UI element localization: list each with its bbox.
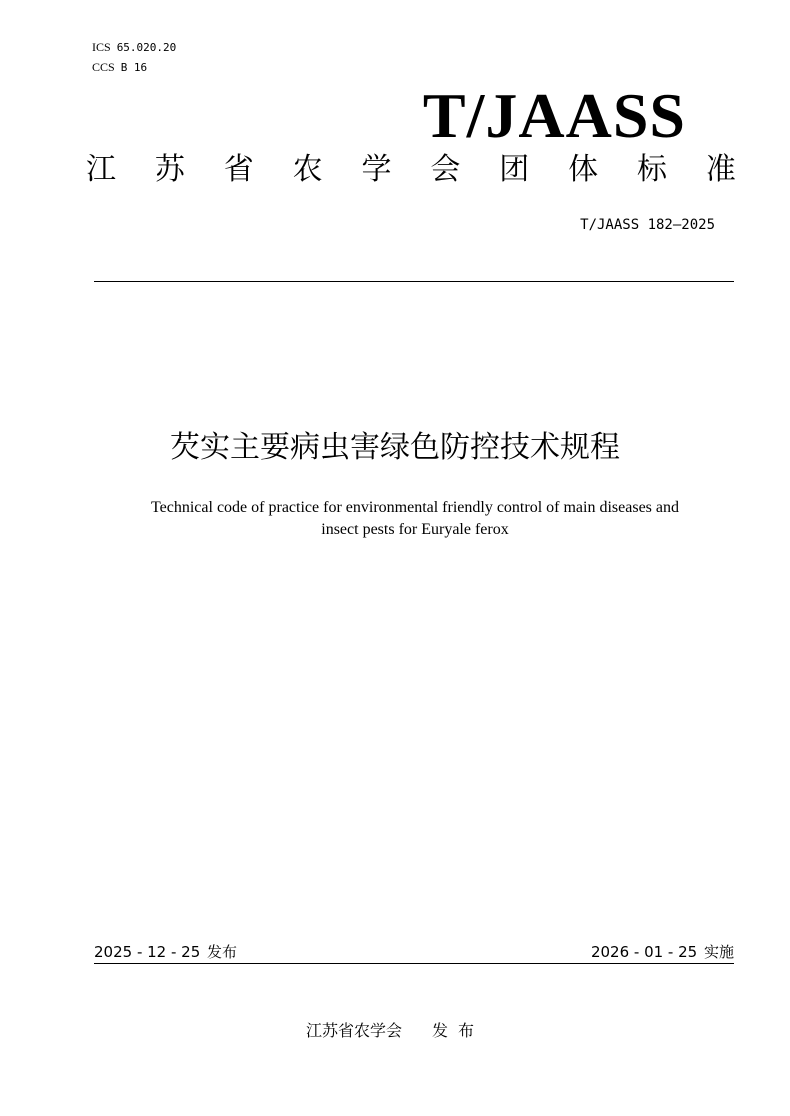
issuer-type-char: 团 bbox=[499, 152, 530, 187]
standard-logo: T/JAASS bbox=[422, 80, 686, 151]
issuer-type-char: 体 bbox=[568, 152, 599, 187]
document-title-chinese: 芡实主要病虫害绿色防控技术规程 bbox=[170, 430, 620, 465]
issuer-type-char: 准 bbox=[705, 152, 736, 187]
implement-date-line bbox=[591, 942, 734, 962]
publisher-action: 发布 bbox=[432, 1021, 485, 1040]
issuer-type-char: 学 bbox=[361, 152, 392, 187]
publisher-name: 江苏省农学会 bbox=[305, 1021, 402, 1040]
issuer-type-char: 苏 bbox=[154, 152, 185, 187]
publish-date-line bbox=[94, 942, 237, 962]
document-title-english bbox=[95, 497, 735, 541]
issuer-type-char: 农 bbox=[292, 152, 323, 187]
publish-date: 2025 - 12 - 25 bbox=[94, 943, 201, 961]
standard-number: T/JAASS 182—2025 bbox=[580, 217, 715, 233]
ccs-code: B 16 bbox=[120, 61, 148, 74]
header-divider bbox=[94, 281, 734, 282]
issuer-type-char: 省 bbox=[223, 152, 254, 187]
footer-divider bbox=[94, 963, 734, 964]
publish-label: 发布 bbox=[207, 943, 238, 961]
implement-date: 2026 - 01 - 25 bbox=[590, 943, 698, 961]
issuer-type-heading bbox=[86, 148, 736, 192]
ics-code: 65.020.20 bbox=[116, 41, 177, 54]
ccs-label: CCS bbox=[92, 60, 115, 74]
issuer-type-char: 会 bbox=[430, 152, 461, 187]
issuer-type-char: 江 bbox=[86, 152, 116, 187]
ccs-classification bbox=[92, 60, 147, 75]
ics-classification bbox=[92, 40, 176, 55]
english-title-line: Technical code of practice for environmental friendly control of main diseases and bbox=[151, 499, 679, 516]
implement-label: 实施 bbox=[703, 943, 734, 961]
ics-label: ICS bbox=[92, 40, 111, 54]
publisher-line bbox=[0, 1020, 790, 1042]
english-title-line: insect pests for Euryale ferox bbox=[321, 521, 509, 538]
issuer-type-char: 标 bbox=[637, 152, 667, 187]
